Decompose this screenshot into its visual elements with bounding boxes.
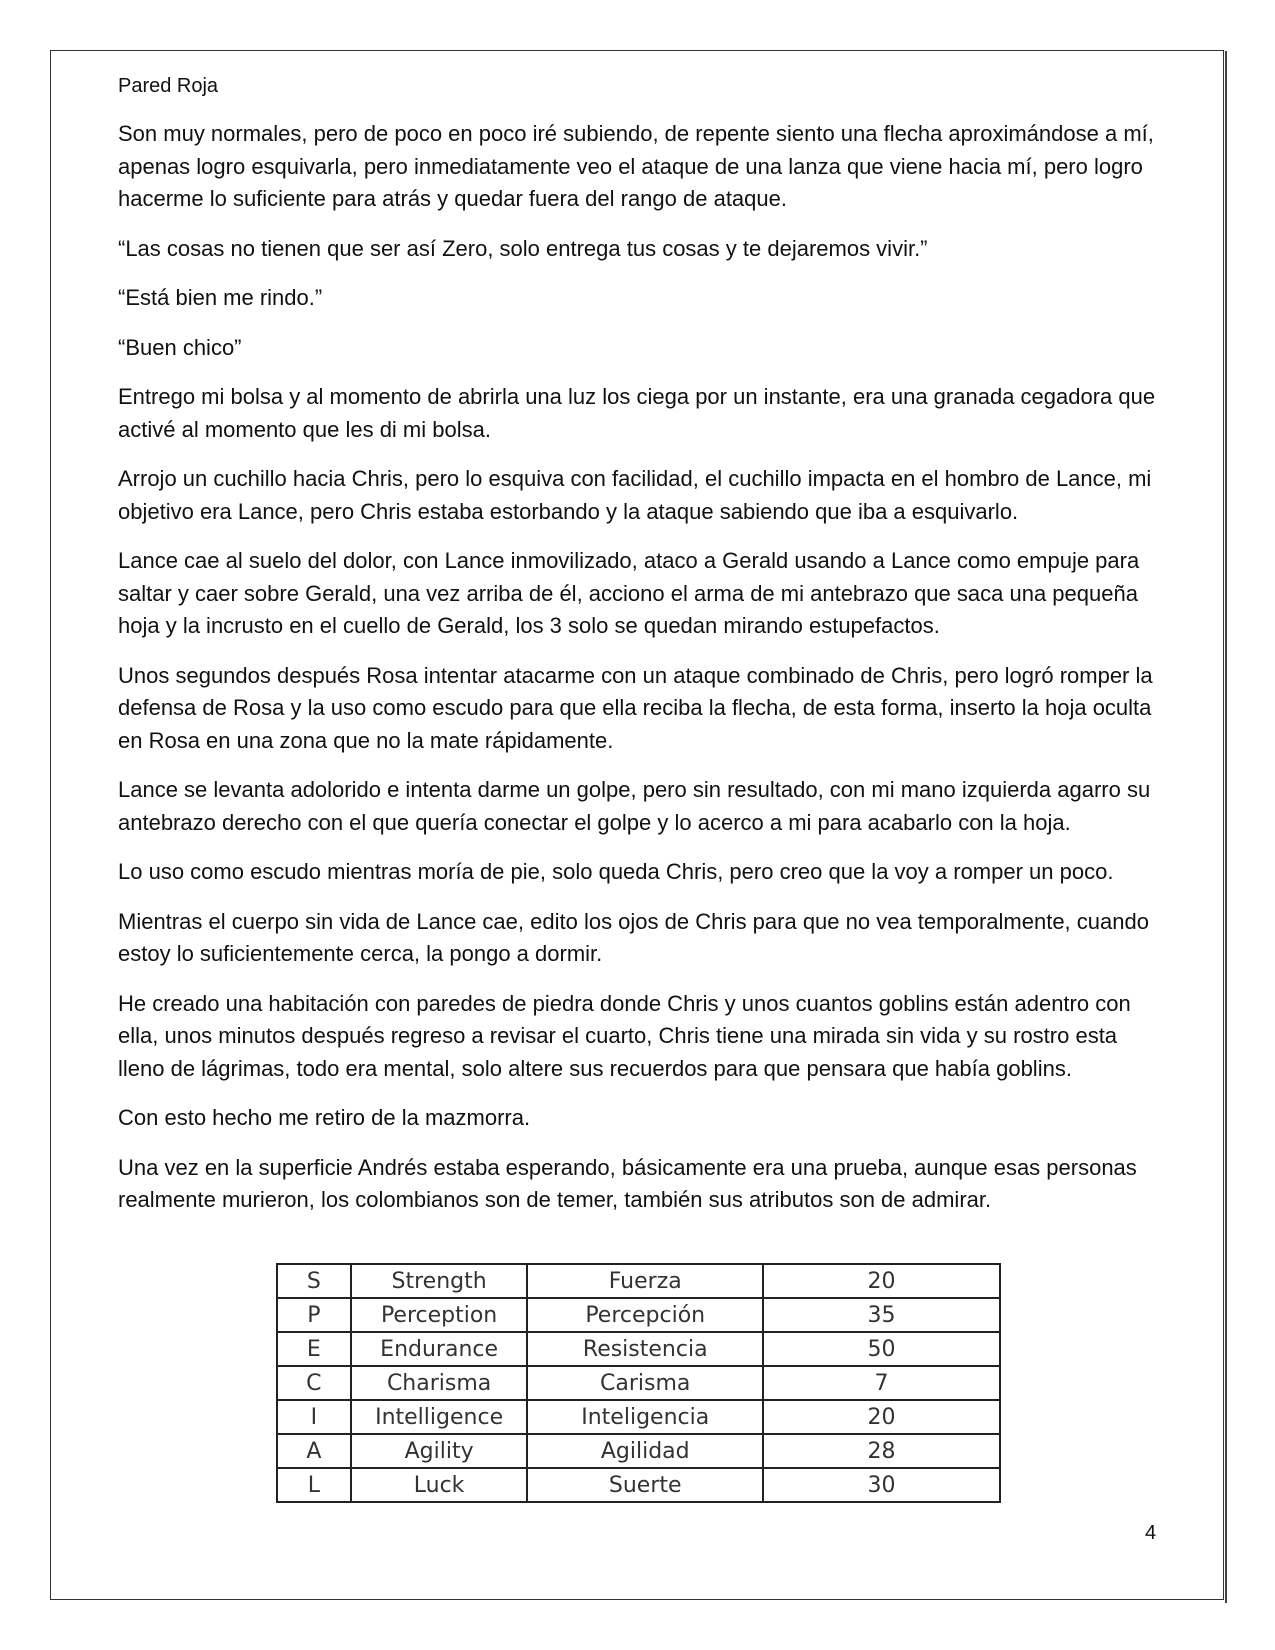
stat-name-es: Fuerza bbox=[527, 1264, 762, 1298]
stat-name-en: Endurance bbox=[351, 1332, 528, 1366]
stat-value: 50 bbox=[763, 1332, 1000, 1366]
table-row bbox=[277, 1264, 1000, 1298]
stat-name-es: Agilidad bbox=[527, 1434, 762, 1468]
table-row bbox=[277, 1298, 1000, 1332]
paragraph: “Buen chico” bbox=[118, 334, 242, 360]
stat-letter: L bbox=[277, 1468, 351, 1502]
table-row bbox=[277, 1400, 1000, 1434]
stat-letter: E bbox=[277, 1332, 351, 1366]
stat-value: 30 bbox=[763, 1468, 1000, 1502]
paragraph: “Las cosas no tienen que ser así Zero, solo entrega tus cosas y te dejaremos vivir.” bbox=[118, 235, 928, 261]
stat-letter: P bbox=[277, 1298, 351, 1332]
stat-name-en: Intelligence bbox=[351, 1400, 528, 1434]
body-text bbox=[118, 118, 1168, 1234]
table-row bbox=[277, 1434, 1000, 1468]
paragraph: Con esto hecho me retiro de la mazmorra. bbox=[118, 1105, 531, 1130]
paragraph: He creado una habitación con paredes de piedra donde Chris y unos cuantos goblins están adentro con ella, unos minutos después regreso a revisar el cuarto, Chris tiene una mirada sin vida y su rostro esta lleno de lágrimas, todo era mental, solo altere sus recuerdos para que pensara que había goblins. bbox=[118, 990, 1131, 1081]
stat-value: 35 bbox=[763, 1298, 1000, 1332]
paragraph: Entrego mi bolsa y al momento de abrirla una luz los ciega por un instante, era una granada cegadora que activé al momento que les di mi bolsa. bbox=[118, 384, 1156, 442]
stat-value: 20 bbox=[763, 1400, 1000, 1434]
paragraph: Mientras el cuerpo sin vida de Lance cae, edito los ojos de Chris para que no vea temporalmente, cuando estoy lo suficientemente cerca, la pongo a dormir. bbox=[118, 908, 1149, 966]
stat-name-es: Resistencia bbox=[527, 1332, 762, 1366]
paragraph: Lance se levanta adolorido e intenta darme un golpe, pero sin resultado, con mi mano izquierda agarro su antebrazo derecho con el que quería conectar el golpe y lo acerco a mi para acabarlo con la hoja. bbox=[118, 777, 1151, 835]
paragraph: Una vez en la superficie Andrés estaba esperando, básicamente era una prueba, aunque esas personas realmente murieron, los colombianos son de temer, también sus atributos son de admirar. bbox=[118, 1154, 1137, 1212]
special-stats-table bbox=[276, 1263, 1001, 1503]
table-row bbox=[277, 1366, 1000, 1400]
stat-letter: A bbox=[277, 1434, 351, 1468]
stat-name-es: Inteligencia bbox=[527, 1400, 762, 1434]
stat-value: 28 bbox=[763, 1434, 1000, 1468]
stat-value: 20 bbox=[763, 1264, 1000, 1298]
table-row bbox=[277, 1468, 1000, 1502]
stat-letter: I bbox=[277, 1400, 351, 1434]
stat-value: 7 bbox=[763, 1366, 1000, 1400]
page-number: 4 bbox=[1145, 1522, 1157, 1544]
stat-name-en: Agility bbox=[351, 1434, 528, 1468]
paragraph: Lo uso como escudo mientras moría de pie, solo queda Chris, pero creo que la voy a romper un poco. bbox=[118, 859, 1114, 884]
stat-name-es: Suerte bbox=[527, 1468, 762, 1502]
stat-name-en: Luck bbox=[351, 1468, 528, 1502]
paragraph: Arrojo un cuchillo hacia Chris, pero lo esquiva con facilidad, el cuchillo impacta en el hombro de Lance, mi objetivo era Lance, pero Chris estaba estorbando y la ataque sabiendo que iba a esquivarlo. bbox=[118, 466, 1152, 524]
paragraph: Lance cae al suelo del dolor, con Lance inmovilizado, ataco a Gerald usando a Lance como empuje para saltar y caer sobre Gerald, una vez arriba de él, acciono el arma de mi antebrazo que saca una pequeña hoja y la incrusto en el cuello de Gerald, los 3 solo se quedan mirando estupefactos. bbox=[118, 548, 1140, 638]
paragraph: “Está bien me rindo.” bbox=[118, 285, 323, 310]
table-row bbox=[277, 1332, 1000, 1366]
stat-name-es: Percepción bbox=[527, 1298, 762, 1332]
stat-letter: S bbox=[277, 1264, 351, 1298]
stat-name-en: Charisma bbox=[351, 1366, 528, 1400]
paragraph: Unos segundos después Rosa intentar atacarme con un ataque combinado de Chris, pero logró romper la defensa de Rosa y la uso como escudo para que ella reciba la flecha, de esta forma, inserto la hoja oculta en Rosa en una zona que no la mate rápidamente. bbox=[118, 662, 1153, 753]
stat-name-en: Strength bbox=[351, 1264, 528, 1298]
paragraph: Son muy normales, pero de poco en poco iré subiendo, de repente siento una flecha aproximándose a mí, apenas logro esquivarla, pero inmediatamente veo el ataque de una lanza que viene hacia mí, pero logro hacerme lo suficiente para atrás y quedar fuera del rango de ataque. bbox=[118, 121, 1154, 211]
stat-name-es: Carisma bbox=[527, 1366, 762, 1400]
running-header: Pared Roja bbox=[118, 75, 219, 97]
stat-letter: C bbox=[277, 1366, 351, 1400]
stat-name-en: Perception bbox=[351, 1298, 528, 1332]
